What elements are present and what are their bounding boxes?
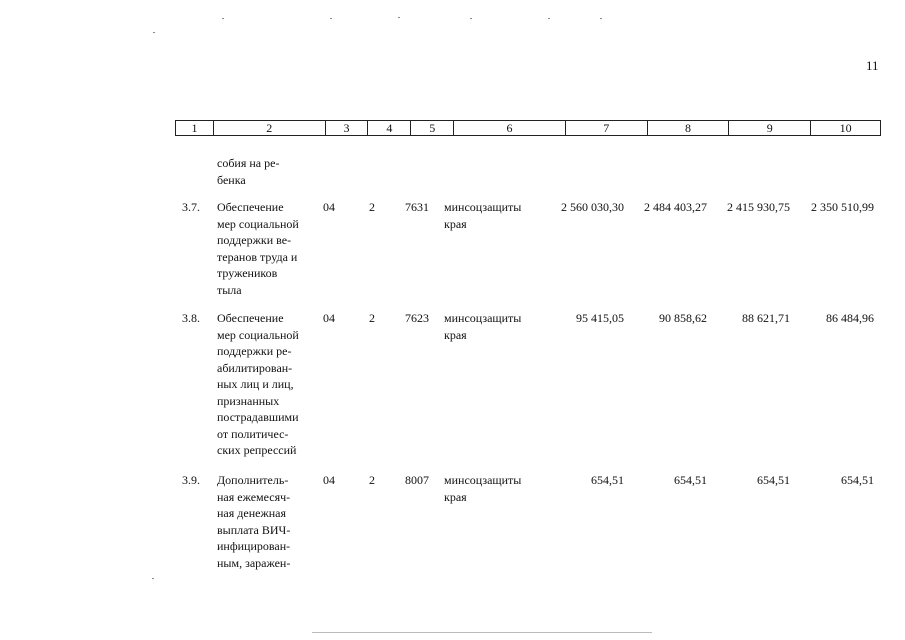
scan-speck (470, 18, 472, 19)
header-cell: 9 (729, 121, 811, 135)
row-number: 3.8. (182, 311, 200, 325)
header-cell: 6 (454, 121, 566, 135)
header-cell: 3 (326, 121, 369, 135)
name-line: Дополнитель- (217, 473, 289, 487)
header-cell: 1 (176, 121, 214, 135)
scan-speck (330, 18, 332, 19)
value-cell: 95 415,05 (576, 311, 624, 325)
code-cell: 8007 (405, 473, 429, 487)
name-line: инфицирован- (217, 539, 291, 553)
value-cell: 2 560 030,30 (561, 200, 624, 214)
table-header-row (175, 120, 881, 136)
name-line: ная ежемесяч- (217, 489, 291, 504)
ministry-line: минсоцзащиты (444, 200, 522, 214)
name-line: ских репрессий (217, 443, 297, 457)
ministry-line: края (444, 327, 467, 342)
name-line: выплата ВИЧ- (217, 522, 291, 537)
name-line: теранов труда и (217, 249, 298, 264)
header-cell: 2 (214, 121, 326, 135)
value-cell: 90 858,62 (659, 311, 707, 325)
name-line: признанных (217, 393, 280, 408)
name-line: от политичес- (217, 426, 289, 441)
name-line: пострадавшими (217, 410, 299, 424)
name-line: ных лиц и лиц, (217, 377, 294, 391)
code-cell: 04 (323, 311, 335, 325)
name-line: тружеников (217, 266, 278, 280)
row-number: 3.7. (182, 200, 200, 214)
scan-speck (153, 32, 155, 33)
header-cell: 5 (411, 121, 454, 135)
row-name (217, 199, 305, 298)
ministry-line: края (444, 489, 467, 504)
code-cell: 04 (323, 473, 335, 487)
value-cell: 654,51 (591, 473, 624, 487)
value-cell: 86 484,96 (826, 311, 874, 325)
scan-bottom-line (312, 632, 652, 633)
name-line: абилитирован- (217, 360, 293, 375)
code-cell: 7623 (405, 311, 429, 325)
header-cell: 7 (566, 121, 648, 135)
header-cell: 10 (839, 121, 852, 135)
scan-speck (398, 17, 400, 18)
scan-speck (222, 18, 224, 19)
value-cell: 2 415 930,75 (727, 200, 790, 214)
ministry-line: края (444, 216, 467, 231)
name-line: ным, заражен- (217, 555, 291, 570)
row-name (217, 472, 305, 571)
name-line: ная денежная (217, 506, 287, 520)
ministry-line: минсоцзащиты (444, 473, 522, 487)
value-cell: 654,51 (841, 473, 874, 487)
ministry-cell (444, 199, 540, 232)
value-cell: 88 621,71 (742, 311, 790, 325)
name-line: Обеспечение (217, 311, 284, 325)
value-cell: 2 484 403,27 (644, 200, 707, 214)
scan-speck (548, 18, 550, 19)
code-cell: 2 (369, 311, 375, 325)
name-line: поддержки ре- (217, 344, 292, 358)
name-line: Обеспечение (217, 200, 284, 214)
name-line: бенка (217, 172, 246, 187)
scan-speck (152, 578, 154, 579)
code-cell: 2 (369, 200, 375, 214)
name-line: мер социальной (217, 216, 299, 231)
name-line: тыла (217, 282, 242, 297)
name-line: поддержки ве- (217, 233, 292, 247)
name-line: мер социальной (217, 327, 299, 342)
code-cell: 04 (323, 200, 335, 214)
scan-speck (600, 18, 602, 19)
code-cell: 7631 (405, 200, 429, 214)
ministry-cell (444, 472, 540, 505)
value-cell: 654,51 (674, 473, 707, 487)
name-line: собия на ре- (217, 156, 280, 170)
header-cell: 4 (368, 121, 411, 135)
table-row-continuation (217, 155, 305, 188)
code-cell: 2 (369, 473, 375, 487)
row-number: 3.9. (182, 473, 200, 487)
ministry-cell (444, 310, 540, 343)
header-cell: 8 (648, 121, 730, 135)
value-cell: 654,51 (757, 473, 790, 487)
row-name (217, 310, 305, 459)
ministry-line: минсоцзащиты (444, 311, 522, 325)
page-number: 11 (866, 58, 879, 73)
value-cell: 2 350 510,99 (811, 200, 874, 214)
